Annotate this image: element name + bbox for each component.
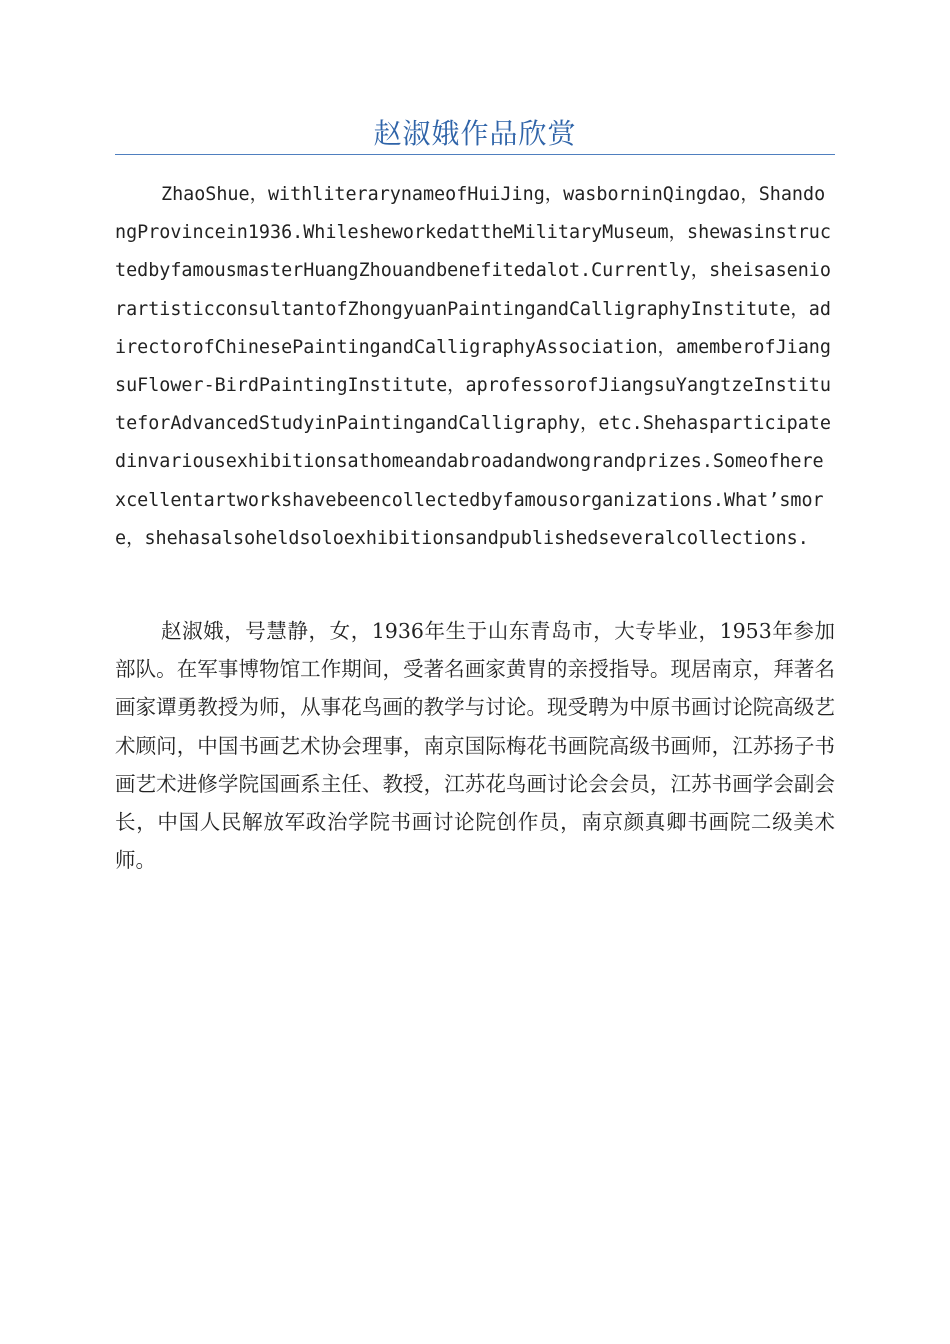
english-paragraph: ZhaoShue，withliterarynameofHuiJing，wasborninQingdao，ShandongProvincein1936.WhilesheworkedattheMilitaryMuseum，shewasinstructedbyfamousmasterHuangZhouandbenefitedalot.Currently，sheisaseniorartisticconsultantofZhongyuanPaintingandCalligraphyInstitute，adirectorofChinesePaintingandCalligraphyAssociation，amemberofJiangsuFlower-BirdPaintingInstitute，aprofessorofJiangsuYangtzeInstituteforAdvancedStudyinPaintingandCalligraphy，etc.Shehasparticipatedinvariousexhibitionsathomeandabroadandwongrandprizes.Someofherexcellentartworkshavebeencollectedbyfamousorganizations.What’smore，shehasalsoheldsoloexhibitionsandpublishedseveralcollections. <box>115 184 831 549</box>
title-underline <box>115 154 835 155</box>
chinese-paragraph: 赵淑娥，号慧静，女，1936年生于山东青岛市，大专毕业，1953年参加部队。在军事博物馆工作期间，受著名画家黄胄的亲授指导。现居南京，拜著名画家谭勇教授为师，从事花鸟画的教学与讨论。现受聘为中原书画讨论院高级艺术顾问，中国书画艺术协会理事，南京国际梅花书画院高级书画师，江苏扬子书画艺术进修学院国画系主任、教授，江苏花鸟画讨论会会员，江苏书画学会副会长，中国人民解放军政治学院书画讨论院创作员，南京颜真卿书画院二级美术师。 <box>115 619 835 873</box>
document-title: 赵淑娥作品欣赏 <box>373 117 577 150</box>
